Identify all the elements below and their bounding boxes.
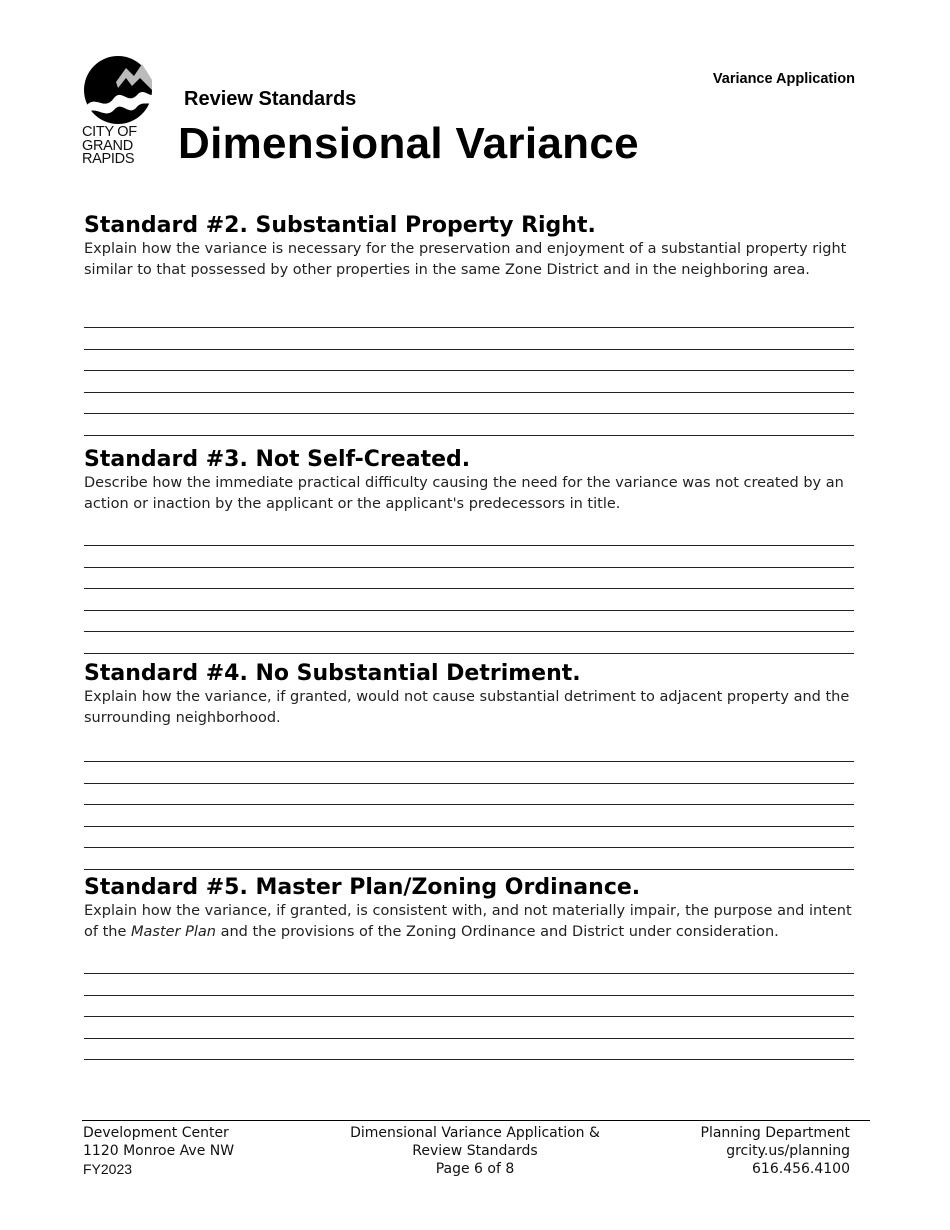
page-subtitle: Review Standards bbox=[184, 88, 357, 110]
standard-3-answer-lines[interactable] bbox=[84, 545, 854, 655]
page-title: Dimensional Variance bbox=[178, 119, 639, 168]
standard-4-answer-lines[interactable] bbox=[84, 761, 854, 871]
answer-line[interactable] bbox=[84, 1059, 854, 1060]
answer-line[interactable] bbox=[84, 370, 854, 371]
city-logo-mark bbox=[82, 54, 158, 126]
standard-5-section bbox=[84, 874, 860, 942]
footer-right bbox=[701, 1124, 850, 1178]
standard-5-description-start: Explain how the variance, if granted, is consistent with, and not materially impair, the purpose and intent of the bbox=[84, 903, 852, 940]
answer-line[interactable] bbox=[84, 783, 854, 784]
footer-divider bbox=[82, 1120, 870, 1121]
answer-line[interactable] bbox=[84, 653, 854, 654]
answer-line[interactable] bbox=[84, 847, 854, 848]
answer-line[interactable] bbox=[84, 610, 854, 611]
answer-line[interactable] bbox=[84, 631, 854, 632]
master-plan-italic: Master Plan bbox=[131, 923, 216, 940]
footer-department: Planning Department bbox=[700, 1125, 850, 1141]
standard-4-description: Explain how the variance, if granted, would not cause substantial detriment to adjacent property and the surrounding neighborhood. bbox=[84, 689, 850, 726]
application-label: Variance Application bbox=[712, 71, 855, 87]
footer-center bbox=[330, 1124, 620, 1178]
footer-office: Development Center bbox=[83, 1125, 229, 1141]
city-logo-text: CITY OF GRAND RAPIDS bbox=[82, 124, 137, 167]
answer-line[interactable] bbox=[84, 545, 854, 546]
standard-4-section bbox=[84, 660, 860, 728]
answer-line[interactable] bbox=[84, 826, 854, 827]
answer-line[interactable] bbox=[84, 1038, 854, 1039]
standard-3-section bbox=[84, 446, 860, 514]
standard-2-answer-lines[interactable] bbox=[84, 327, 854, 437]
standard-2-description: Explain how the variance is necessary for the preservation and enjoyment of a substantial property right similar to that possessed by other properties in the same Zone District and in the neighboring area. bbox=[84, 241, 847, 278]
answer-line[interactable] bbox=[84, 567, 854, 568]
standard-3-description: Describe how the immediate practical difficulty causing the need for the variance was not created by an action or inaction by the applicant or the applicant's predecessors in title. bbox=[84, 475, 844, 512]
answer-line[interactable] bbox=[84, 995, 854, 996]
answer-line[interactable] bbox=[84, 327, 854, 328]
footer-left bbox=[83, 1124, 234, 1178]
footer-doc-title: Dimensional Variance Application & bbox=[350, 1125, 600, 1141]
answer-line[interactable] bbox=[84, 588, 854, 589]
footer-address: 1120 Monroe Ave NW bbox=[83, 1143, 235, 1159]
standard-5-description bbox=[84, 901, 860, 942]
footer-fiscal-year: FY2023 bbox=[83, 1161, 133, 1177]
answer-line[interactable] bbox=[84, 392, 854, 393]
footer-page-number: Page 6 of 8 bbox=[435, 1161, 515, 1177]
answer-line[interactable] bbox=[84, 869, 854, 870]
city-logo bbox=[82, 54, 158, 172]
standard-3-heading: Standard #3. Not Self-Created. bbox=[84, 447, 471, 472]
answer-line[interactable] bbox=[84, 1016, 854, 1017]
standard-2-heading: Standard #2. Substantial Property Right. bbox=[84, 213, 596, 238]
answer-line[interactable] bbox=[84, 973, 854, 974]
answer-line[interactable] bbox=[84, 413, 854, 414]
standard-5-description-end: and the provisions of the Zoning Ordinance and District under consideration. bbox=[215, 923, 779, 940]
answer-line[interactable] bbox=[84, 435, 854, 436]
answer-line[interactable] bbox=[84, 349, 854, 350]
standard-5-heading: Standard #5. Master Plan/Zoning Ordinance. bbox=[84, 875, 641, 900]
footer-doc-subtitle: Review Standards bbox=[412, 1143, 538, 1159]
standard-2-section bbox=[84, 212, 860, 280]
answer-line[interactable] bbox=[84, 761, 854, 762]
footer-phone: 616.456.4100 bbox=[752, 1161, 850, 1177]
standard-5-answer-lines[interactable] bbox=[84, 973, 854, 1063]
footer-website-link[interactable]: grcity.us/planning bbox=[726, 1143, 850, 1159]
standard-4-heading: Standard #4. No Substantial Detriment. bbox=[84, 661, 581, 686]
answer-line[interactable] bbox=[84, 804, 854, 805]
